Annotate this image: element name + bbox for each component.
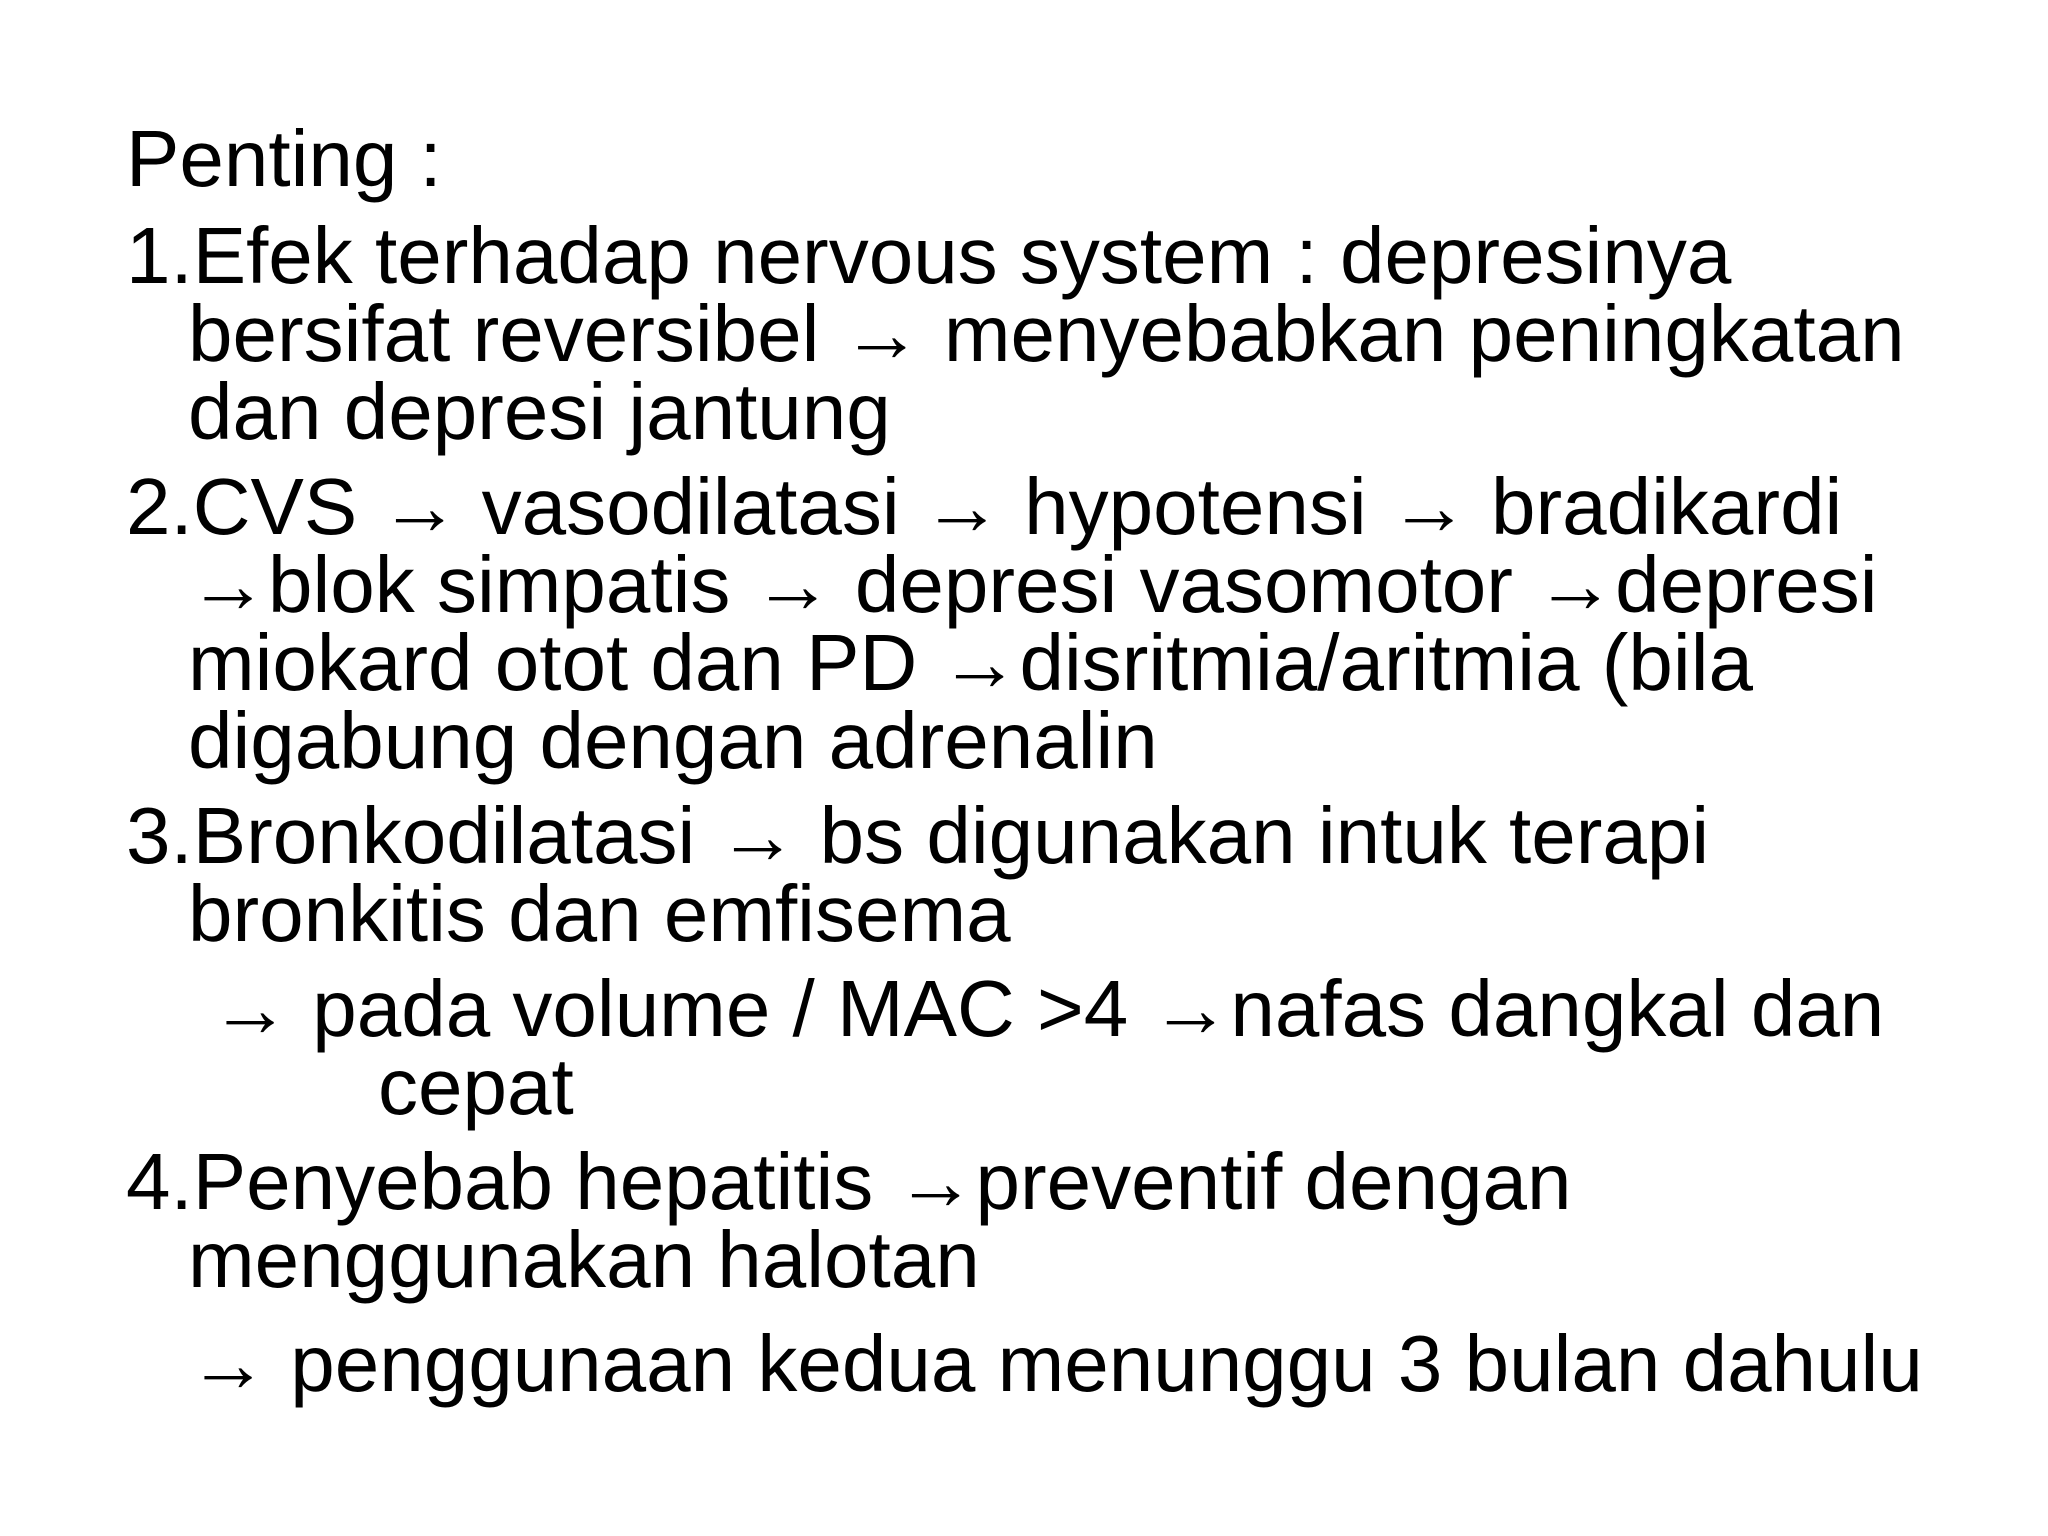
list-item-3-line-1: 3.Bronkodilatasi → bs digunakan intuk terapi: [126, 791, 1710, 880]
list-item-4-line-1: 4.Penyebab hepatitis →preventif dengan: [126, 1137, 1572, 1226]
list-item-2-line-4: digabung dengan adrenalin: [188, 696, 1158, 785]
list-item-1-line-1: 1.Efek terhadap nervous system : depresinya: [126, 211, 1732, 300]
list-item-2-line-3: miokard otot dan PD →disritmia/aritmia (bila: [188, 618, 1753, 707]
list-item-4-line-2: menggunakan halotan: [188, 1215, 980, 1304]
list-item-4-sub-line-1: → penggunaan kedua menunggu 3 bulan dahulu: [188, 1319, 1923, 1408]
list-item-3-sub-line-1: → pada volume / MAC >4 →nafas dangkal dan: [210, 964, 1885, 1053]
list-item-1-line-3: dan depresi jantung: [188, 367, 891, 456]
slide-heading: Penting :: [126, 114, 442, 203]
list-item-2-line-2: →blok simpatis → depresi vasomotor →depresi: [188, 540, 1878, 629]
list-item-2-line-1: 2.CVS → vasodilatasi → hypotensi → bradikardi: [126, 462, 1843, 551]
list-item-3-line-2: bronkitis dan emfisema: [188, 869, 1011, 958]
list-item-3-sub-line-2: cepat: [378, 1042, 574, 1131]
list-item-1-line-2: bersifat reversibel → menyebabkan peningkatan: [188, 289, 1905, 378]
